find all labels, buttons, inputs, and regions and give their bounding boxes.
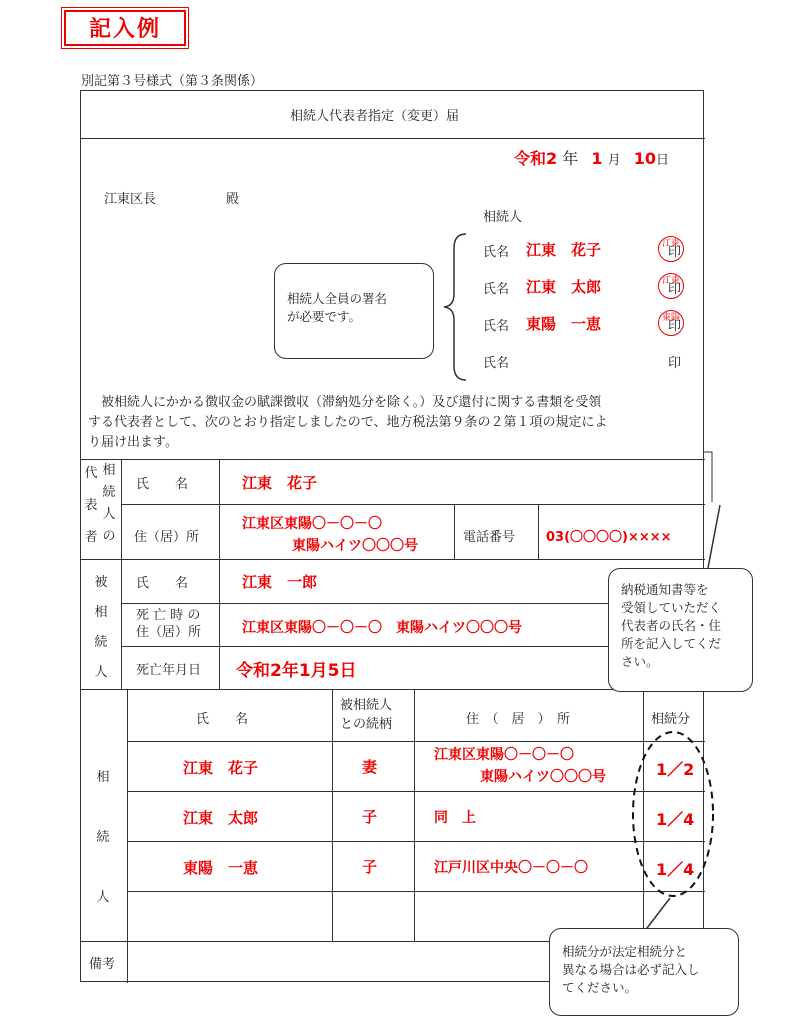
rep-name-label: 氏 名 bbox=[136, 477, 189, 492]
callout-share-note: 相続分が法定相続分と 異なる場合は必ず記入し てください。 bbox=[549, 928, 739, 1016]
heir-name-2: 江東 太郎 bbox=[183, 809, 259, 827]
heirs-label: 相続人 bbox=[483, 210, 523, 225]
signature-label-3: 氏名 bbox=[483, 319, 510, 334]
signature-name-3: 東陽 一恵 bbox=[526, 315, 602, 333]
deceased-address: 江東区東陽〇－〇－〇 東陽ハイツ〇〇〇号 bbox=[242, 620, 522, 636]
heir-share-2: 1／4 bbox=[656, 810, 695, 829]
stamp-mark-3: 印 bbox=[668, 319, 682, 334]
rep-address-label: 住（居）所 bbox=[134, 530, 200, 545]
share-highlight-ellipse bbox=[628, 728, 718, 900]
brace-icon bbox=[440, 232, 470, 382]
heir-address-1a: 江東区東陽〇－〇－〇 bbox=[434, 747, 574, 763]
signature-label-2: 氏名 bbox=[483, 282, 510, 297]
form-caption: 別記第３号様式（第３条関係） bbox=[81, 74, 264, 89]
rep-address-line-1: 江東区東陽〇－〇－〇 bbox=[242, 516, 382, 532]
seal-stamp-3: 東陽 bbox=[658, 310, 684, 336]
example-label: 記入例 bbox=[64, 10, 186, 46]
heir-name-1: 江東 花子 bbox=[183, 759, 259, 777]
heirs-col-relation: 被相続人 との続柄 bbox=[340, 698, 393, 732]
callout-signature-note: 相続人全員の署名 が必要です。 bbox=[274, 263, 434, 359]
heirs-col-address: 住 （ 居 ） 所 bbox=[466, 712, 571, 727]
heir-relation-2: 子 bbox=[362, 808, 378, 826]
rep-address-line-2: 東陽ハイツ〇〇〇号 bbox=[292, 538, 418, 554]
declaration-line-2: する代表者として、次のとおり指定しましたので、地方税法第９条の２第１項の規定によ bbox=[88, 415, 608, 430]
representative-section-label-2: 相 続 人 の bbox=[102, 463, 116, 544]
connector-line bbox=[704, 450, 724, 570]
rep-phone: 03(〇〇〇〇)×××× bbox=[546, 530, 672, 545]
heir-address-3a: 江戸川区中央〇－〇－〇 bbox=[434, 860, 588, 876]
declaration-line-1: 被相続人にかかる徴収金の賦課徴収（滞納処分を除く。）及び還付に関する書類を受領 bbox=[88, 395, 602, 410]
heirs-col-share: 相続分 bbox=[651, 712, 691, 727]
rep-phone-label: 電話番号 bbox=[463, 530, 516, 545]
seal-stamp-2: 江東 bbox=[658, 273, 684, 299]
heir-share-3: 1／4 bbox=[656, 860, 695, 879]
heir-address-2a: 同 上 bbox=[434, 810, 476, 826]
deceased-name: 江東 一郎 bbox=[242, 573, 318, 591]
honorific: 殿 bbox=[226, 192, 240, 207]
stamp-mark-2: 印 bbox=[668, 282, 682, 297]
heir-address-1b: 東陽ハイツ〇〇〇号 bbox=[480, 769, 606, 785]
heir-relation-1: 妻 bbox=[362, 758, 378, 776]
signature-name-1: 江東 花子 bbox=[526, 241, 602, 259]
deceased-date: 令和2年1月5日 bbox=[236, 661, 357, 681]
deceased-name-label: 氏 名 bbox=[136, 576, 189, 591]
seal-stamp-1: 江東 bbox=[658, 236, 684, 262]
deceased-section-label: 被 相 続 人 bbox=[94, 575, 108, 680]
heir-share-1: 1／2 bbox=[656, 760, 695, 779]
heirs-section-label: 相 続 人 bbox=[96, 770, 110, 905]
heirs-col-name: 氏 名 bbox=[196, 712, 249, 727]
signature-name-2: 江東 太郎 bbox=[526, 278, 602, 296]
remarks-label: 備考 bbox=[89, 957, 116, 972]
submission-date: 令和2 年 1 月 10日 bbox=[514, 149, 669, 168]
representative-section-label: 代 表 者 bbox=[84, 466, 98, 545]
form-title: 相続人代表者指定（変更）届 bbox=[290, 109, 460, 124]
rep-name: 江東 花子 bbox=[242, 474, 318, 492]
heir-name-3: 東陽 一恵 bbox=[183, 859, 259, 877]
deceased-date-label: 死亡年月日 bbox=[136, 663, 202, 678]
stamp-mark-4: 印 bbox=[668, 356, 682, 371]
heir-relation-3: 子 bbox=[362, 858, 378, 876]
declaration-line-3: り届け出ます。 bbox=[88, 435, 178, 450]
signature-label-1: 氏名 bbox=[483, 245, 510, 260]
signature-label-4: 氏名 bbox=[483, 356, 510, 371]
addressee: 江東区長 bbox=[104, 192, 157, 207]
callout-representative-note: 納税通知書等を 受領していただく 代表者の氏名・住 所を記入してくだ さい。 bbox=[608, 568, 753, 692]
stamp-mark-1: 印 bbox=[668, 245, 682, 260]
deceased-address-label: 死 亡 時 の 住（居）所 bbox=[136, 608, 202, 640]
